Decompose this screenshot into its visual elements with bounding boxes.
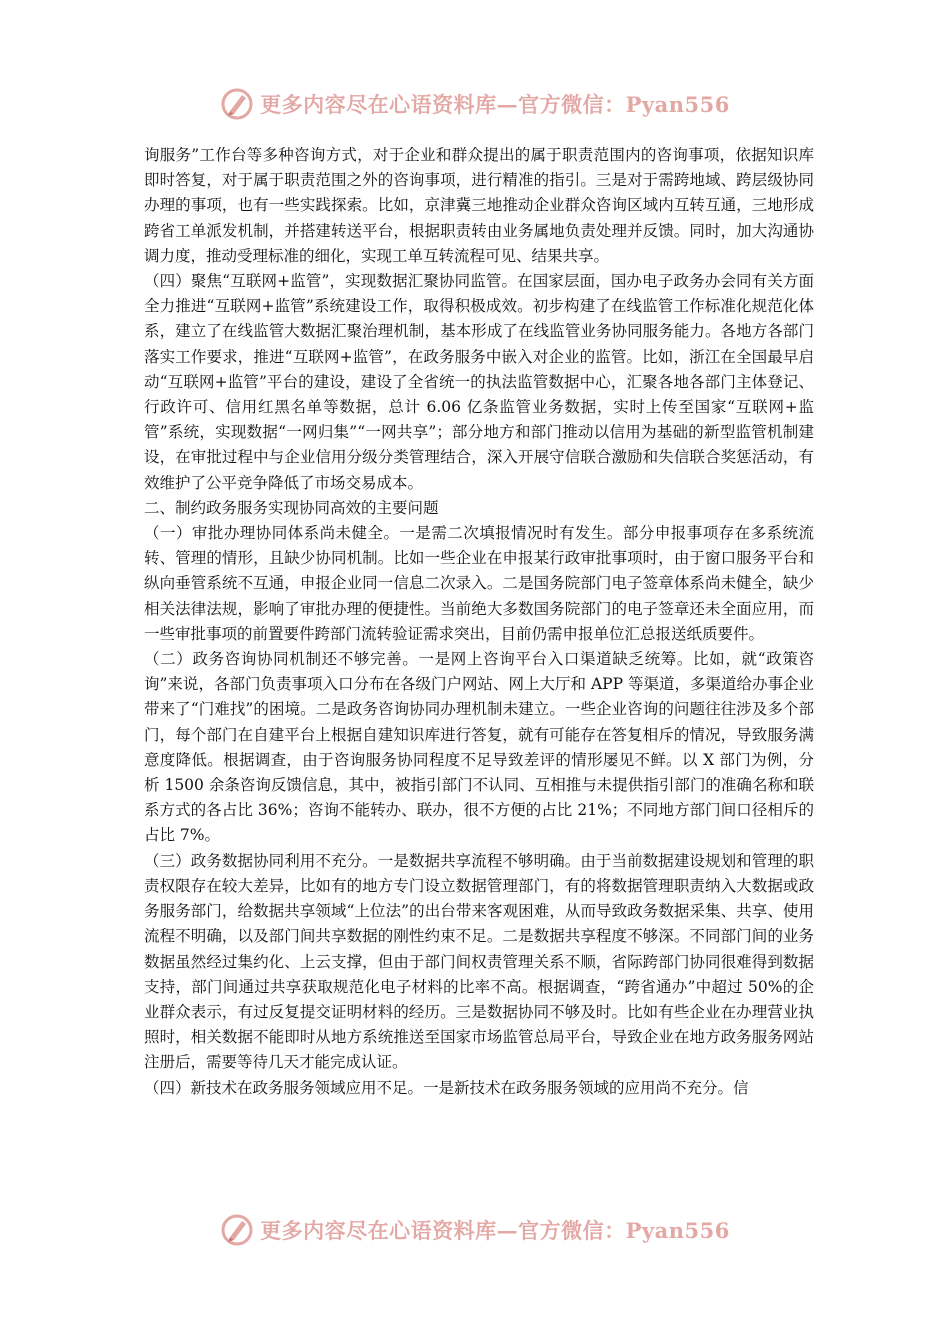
section-heading: 二、制约政务服务实现协同高效的主要问题 (144, 498, 439, 517)
watermark-text: 更多内容尽在心语资料库—官方微信：Pyan556 (260, 92, 730, 117)
paragraph: 询服务”工作台等多种咨询方式，对于企业和群众提出的属于职责范围内的咨询事项，依据知识库即时答复，对于属于职责范围之外的咨询事项，进行精准的指引。三是对于需跨地域、跨层级协同办理的事项，也有一些实践探索。比如，京津冀三地推动企业群众咨询区域内互转互通，三地形成跨省工单派发机制，并搭建转送平台，根据职责转由业务属地负责处理并反馈。同时，加大沟通协调力度，推动受理标准的细化，实现工单互转流程可见、结果共享。 (144, 146, 814, 265)
pen-circle-icon (220, 1213, 254, 1247)
paragraph: （三）政务数据协同利用不充分。一是数据共享流程不够明确。由于当前数据建设规划和管理的职责权限存在较大差异，比如有的地方专门设立数据管理部门，有的将数据管理职责纳入大数据或政务服务部门，给数据共享领域“上位法”的出台带来客观困难，从而导致政务数据采集、共享、使用流程不明确，以及部门间共享数据的刚性约束不足。二是数据共享程度不够深。不同部门间的业务数据虽然经过集约化、上云支撑，但由于部门间权责管理关系不顺，省际跨部门协同很难得到数据支持，部门间通过共享获取规范化电子材料的比率不高。根据调查，“跨省通办”中超过 50%的企业群众表示，有过反复提交证明材料的经历。三是数据协同不够及时。比如有些企业在办理营业执照时，相关数据不能即时从地方系统推送至国家市场监管总局平台，导致企业在地方政务服务网站注册后，需要等待几天才能完成认证。 (144, 851, 814, 1072)
paragraph: （四）聚焦“互联网+监管”，实现数据汇聚协同监管。在国家层面，国办电子政务办会同有关方面全力推进“互联网+监管”系统建设工作，取得积极成效。初步构建了在线监管工作标准化规范化体系，建立了在线监管大数据汇聚治理机制，基本形成了在线监管业务协同服务能力。各地方各部门落实工作要求，推进“互联网+监管”，在政务服务中嵌入对企业的监管。比如，浙江在全国最早启动“互联网+监管”平台的建设，建设了全省统一的执法监管数据中心，汇聚各地各部门主体登记、行政许可、信用红黑名单等数据，总计 6.06 亿条监管业务数据，实时上传至国家“互联网+监管”系统，实现数据“一网归集”“一网共享”；部分地方和部门推动以信用为基础的新型监管机制建设，在审批过程中与企业信用分级分类管理结合，深入开展守信联合激励和失信联合奖惩活动，有效维护了公平竞争降低了市场交易成本。 (144, 272, 814, 492)
watermark-text: 更多内容尽在心语资料库—官方微信：Pyan556 (260, 1218, 730, 1243)
pen-circle-icon (220, 87, 254, 121)
document-body (144, 143, 814, 1101)
paragraph: （四）新技术在政务服务领域应用不足。一是新技术在政务服务领域的应用尚不充分。信 (144, 1078, 749, 1097)
paragraph: （一）审批办理协同体系尚未健全。一是需二次填报情况时有发生。部分申报事项存在多系统流转、管理的情形，且缺少协同机制。比如一些企业在申报某行政审批事项时，由于窗口服务平台和纵向垂管系统不互通，申报企业同一信息二次录入。二是国务院部门电子签章体系尚未健全，缺少相关法律法规，影响了审批办理的便捷性。当前绝大多数国务院部门的电子签章还未全面应用，而一些审批事项的前置要件跨部门流转验证需求突出，目前仍需申报单位汇总报送纸质要件。 (144, 524, 814, 643)
watermark-banner-top (0, 84, 950, 124)
watermark-banner-bottom (0, 1210, 950, 1250)
paragraph: （二）政务咨询协同机制还不够完善。一是网上咨询平台入口渠道缺乏统筹。比如，就“政策咨询”来说，各部门负责事项入口分布在各级门户网站、网上大厅和 APP 等渠道，多渠道给办事企业带来了“门难找”的困境。二是政务咨询协同办理机制未建立。一些企业咨询的问题往往涉及多个部门，每个部门在自建平台上根据自建知识库进行答复，就有可能存在答复相斥的情况，导致服务满意度降低。根据调查，由于咨询服务协同程度不足导致差评的情形屡见不鲜。以 X 部门为例，分析 1500 余条咨询反馈信息，其中，被指引部门不认同、互相推与未提供指引部门的准确名称和联系方式的各占比 36%；咨询不能转办、联办，很不方便的占比 21%；不同地方部门间口径相斥的占比 7%。 (144, 650, 814, 845)
